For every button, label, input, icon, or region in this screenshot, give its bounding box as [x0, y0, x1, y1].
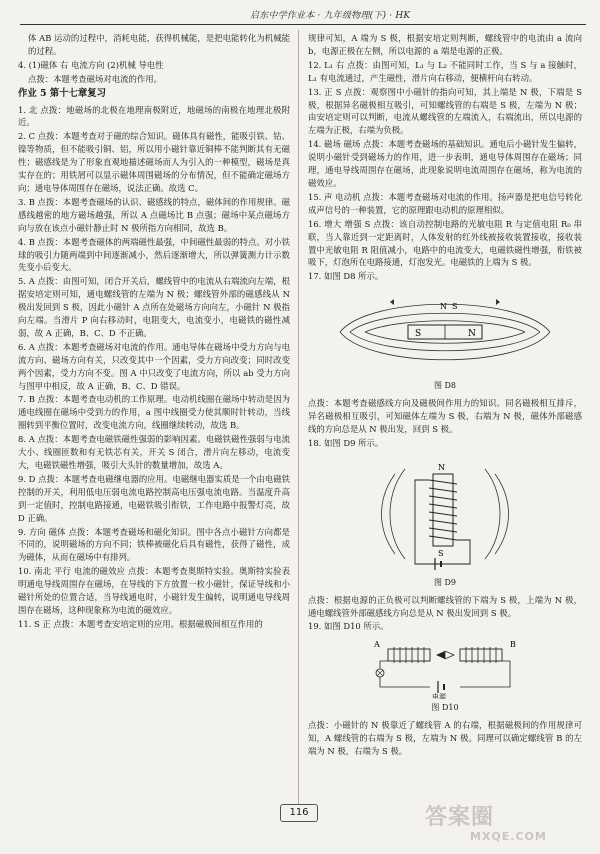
figure-d10-label: 19. 如图 D10 所示。	[308, 621, 389, 632]
answer-14: 14. 磁场 磁场 点拨：本题考查磁场的基础知识。通电后小磁针发生偏转，说明小磁针受到磁场力的作用，进一步表明，通电导体周围存在磁场；同理，通电导线周围存在磁场，此现象说明电流周围存在磁场，称为电流的磁效应。	[308, 139, 582, 188]
two-solenoids-circuit-diagram	[370, 637, 520, 699]
solenoid-n-label: N	[438, 462, 445, 472]
needle-s-label: S	[452, 302, 458, 312]
page-number: 116	[280, 804, 318, 822]
figure-d8-caption: 图 D8	[433, 381, 457, 391]
review-answer-3: 3. B 点拨：本题考查磁场的认识、磁感线的特点，磁体间的作用规律。磁感线越密的地方磁场越强，所以 A 点磁场比 B 点强；磁场中某点磁场方向与放在该点小磁针静止时 N 极所指方向相同，故选 B。	[18, 196, 290, 233]
watermark-logo: 答案圈	[425, 805, 495, 830]
column-divider	[298, 30, 299, 816]
review-answer-9: 9. D 点拨：本题考查电磁继电器的应用。电磁继电器实质是一个由电磁铁控制的开关，利用低电压弱电流电路控制高电压强电流电路。当温度升高到一定值时，控制电路接通，电磁铁吸引衔铁，工作电路中报警灯亮，故 D 正确。	[18, 473, 290, 523]
solenoid-circuit-diagram	[375, 454, 515, 574]
review-answer-6: 6. A 点拨：本题考查磁场对电流的作用。通电导体在磁场中受力方向与电流方向、磁场方向有关，只改变其中一个因素，受力方向改变；同时改变两个因素，受力方向不变。图 A 中只改变了电流方向，所以 ab 受力方向与图甲中相反，故 A 正确，B、C、D 错误。	[18, 341, 290, 391]
header-rule	[20, 24, 586, 25]
figure-d9-label: 18. 如图 D9 所示。	[308, 437, 384, 448]
review-answer-12: 11. S 正 点拨：本题考查安培定则的应用。根据磁极间相互作用的	[18, 618, 263, 629]
left-column	[18, 32, 290, 632]
needle-n-label: N	[440, 302, 447, 312]
review-answer-7: 7. B 点拨：本题考查电动机的工作原理。电动机线圈在磁场中转动是因为通电线圈在磁场中受到力的作用，a 图中线圈受力使其顺时针转动，当线圈转到平衡位置时，改变电流方向，线圈继续转动，故选 B。	[18, 394, 290, 431]
coil-b-label: B	[510, 640, 516, 650]
figure-d10	[370, 637, 520, 699]
right-column	[308, 32, 582, 759]
header-title: 启东中学作业本 · 九年级物理(下) · HK	[250, 11, 411, 21]
figure-d9-tip: 点拨：根据电源的正负极可以判断螺线管的下端为 S 极，上端为 N 极，通电螺线管外部磁感线方向总是从 N 极出发回到 S 极。	[308, 594, 582, 618]
continued-text: 规律可知，A 端为 S 极，根据安培定则判断，螺线管中的电流由 a 流向 b，电源正极在左侧，所以电源的 a 端是电源的正极。	[308, 33, 582, 56]
magnet-s-label: S	[415, 329, 422, 340]
review-answer-1: 1. 北 点拨：地磁场的北极在地理南极附近，地磁场的南极在地理北极附近。	[18, 104, 290, 128]
review-answer-5: 5. A 点拨：由图可知，闭合开关后，螺线管中的电流从右端流向左端，根据安培定则可知，通电螺线管的左端为 N 极；螺线管外部的磁感线从 N 极出发回到 S 极，因此小磁针 A 点所在处磁场方向向左，小磁针 N 极指向左端。当滑片 P 向右移动时，电阻变大，电流变小，电磁铁的磁性减弱，故 A 正确，B、C、D 不正确。	[18, 276, 290, 338]
review-answer-2: 2. C 点拨：本题考查对于磁的综合知识。磁体具有磁性，能吸引铁、钴、镍等物质，但不能吸引铜、铝，所以用小磁针靠近铜棒不能判断其有无磁性；磁感线是为了形象直观地描述磁场而人为引入的一种模型，磁场是真实存在的；用铁屑可以显示磁体周围磁场的分布情况，但不能确定磁场方向；通电导体周围存在磁场，说法正确。故选 C。	[18, 131, 290, 193]
figure-d8-label: 17. 如图 D8 所示。	[308, 271, 384, 282]
coil-a-label: A	[374, 640, 380, 650]
review-answer-4: 4. B 点拨：本题考查磁体的两端磁性最强，中间磁性最弱的特点。对小铁球的吸引力随两端到中间逐渐减小，然后逐渐增大，所以弹簧测力计示数先变小后变大。	[18, 236, 290, 273]
figure-d8	[330, 287, 560, 377]
figure-d9-caption: 图 D9	[433, 577, 457, 587]
answer-4-tip: 点拨：本题考查磁场对电流的作用。	[28, 73, 162, 84]
answer-15: 15. 声 电动机 点拨：本题考查磁场对电流的作用。扬声器是把电信号转化成声信号的一种装置，它的原理跟电动机的原理相似。	[308, 191, 582, 215]
review-answer-11: 10. 南北 平行 电流的磁效应 点拨：本题考查奥斯特实验。奥斯特实验表明通电导线周围存在磁场，在导线的下方放置一枚小磁针，保证导线和小磁针所处的位置合适，当导线通电时，小磁针发生偏转，说明通电导线周围存在磁场，这种现象称为电流的磁效应。	[18, 566, 290, 615]
figure-d10-tip: 点拨：小磁针的 N 极靠近了螺线管 A 的右端，根据磁极间的作用规律可知，A 螺线管的右端为 S 极，左端为 N 极。同理可以确定螺线管 B 的左端为 N 极，右端为 S 极。	[308, 720, 582, 757]
review-answer-8: 8. A 点拨：本题考查电磁铁磁性强弱的影响因素。电磁铁磁性强弱与电流大小、线圈匝数和有无铁芯有关，开关 S 闭合，滑片向左移动，电流变大，电磁铁磁性增强，吸引大头针的数量增加，故选 A。	[18, 434, 290, 470]
magnetic-field-lines-diagram	[330, 287, 560, 377]
section-title: 作业 5 第十七章复习	[18, 87, 107, 99]
intro-text: 体 AB 运动的过程中，消耗电能，获得机械能，是把电能转化为机械能的过程。	[28, 33, 290, 56]
figure-d8-tip: 点拨：本题考查磁感线方向及磁极间作用力的知识。同名磁极相互排斥，异名磁极相互吸引，可知磁体左端为 S 极，右端为 N 极，磁体外部磁感线的方向总是从 N 极出发，回到 S 极。	[308, 398, 582, 434]
figure-d10-caption: 图 D10	[431, 703, 459, 713]
answer-12: 12. L₁ 右 点拨：由图可知，L₁ 与 L₂ 不能同时工作，当 S 与 a 接触时，L₁ 有电流通过，产生磁性，滑片向右移动，便横杆向右转动。	[308, 59, 582, 83]
review-answer-10: 9. 方向 磁体 点拨：本题考查磁场和磁化知识。图中各点小磁针方向都是不同的，说明磁场的方向不同；铁棒被磁化后具有磁性，获得了磁性，成为磁体，从而在磁场中有排列。	[18, 526, 290, 563]
magnet-n-label: N	[468, 329, 476, 340]
power-source-label: 电源	[432, 693, 446, 700]
watermark-url: MXQE.COM	[470, 830, 547, 843]
solenoid-s-label: S	[438, 548, 444, 558]
page-header	[0, 0, 600, 28]
answer-16: 16. 增大 增强 S 点拨：该自动控制电路的光敏电阻 R 与定值电阻 R₀ 串联，当人靠近到一定距离时，人体发射的红外线被接收装置接收，接收装置中光敏电阻 R 阻值减小，电路中的电流变大，电磁铁磁性增强，衔铁被吸下，灯泡所在电路接通，灯泡发光。电磁铁的上端为 S 极。	[308, 218, 582, 268]
figure-d9	[375, 454, 515, 574]
answer-4: 4. (1)磁体 右 电流方向 (2)机械 导电性	[18, 59, 164, 70]
answer-13: 13. 正 S 点拨：观察图中小磁针的指向可知，其上端是 N 极，下端是 S 极，根据异名磁极相互吸引，可知螺线管的右端是 S 极，左端为 N 极；由安培定则可以判断，电流从螺线管的左端流入，右端流出，所以电源的左端为正极，右端为负极。	[308, 86, 582, 136]
